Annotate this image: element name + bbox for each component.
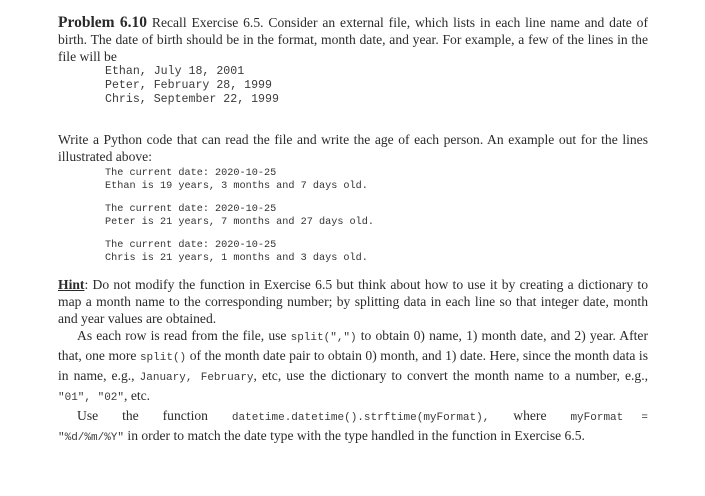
- example-age-line: Chris is 21 years, 1 months and 3 days old.: [105, 252, 368, 264]
- myformat-code: myFormat =: [570, 412, 648, 424]
- hint-paragraph: [58, 276, 648, 327]
- strftime-text-c: in order to match the date type with the type handled in the function in Exercise 6.5.: [124, 428, 585, 443]
- split-code: split(): [139, 352, 187, 364]
- hint-label: Hint: [58, 277, 85, 292]
- month-numbers-code: "01", "02": [58, 392, 125, 404]
- split-text-c: of the month date pair to obtain 0) month, and 1) date. Here, since the month data is in name, e.g.,: [58, 348, 649, 383]
- example-age-line: Ethan is 19 years, 3 months and 7 days old.: [105, 180, 368, 192]
- hint-text: : Do not modify the function in Exercise 6.5 but think about how to use it by creating a dictionary to map a month name to the corresponding number; by splitting data in each line so that integer date, month and year values are obtained.: [58, 277, 648, 326]
- example-age-line: Peter is 21 years, 7 months and 27 days old.: [105, 216, 374, 228]
- file-line: Ethan, July 18, 2001: [105, 65, 245, 78]
- example-block: [105, 204, 648, 229]
- split-comma-code: split(","): [290, 332, 357, 344]
- split-text-b: to obtain 0) name, 1) month date, and 2) year. After that, one more: [58, 328, 648, 363]
- split-instructions-paragraph: [58, 327, 648, 407]
- example-date-line: The current date: 2020-10-25: [105, 168, 277, 179]
- strftime-code: datetime.datetime().strftime(myFormat),: [231, 412, 490, 424]
- problem-intro-paragraph: [58, 14, 648, 65]
- problem-title: Problem 6.10: [58, 14, 148, 31]
- problem-intro-text: Recall Exercise 6.5. Consider an external file, which lists in each line name and date of birth. The date of birth should be in the format, month date, and year. For example, a few of the lines in the file will be: [58, 15, 648, 64]
- date-format-code: "%d/%m/%Y": [58, 432, 125, 444]
- example-date-line: The current date: 2020-10-25: [105, 204, 277, 215]
- example-output: [105, 168, 648, 265]
- strftime-text-b: where: [489, 408, 571, 423]
- example-date-line: The current date: 2020-10-25: [105, 240, 277, 251]
- split-text-a: As each row is read from the file, use: [77, 328, 291, 343]
- document-page: [58, 14, 648, 447]
- split-text-d: , etc, use the dictionary to convert the month name to a number, e.g.,: [253, 368, 648, 383]
- file-line: Peter, February 28, 1999: [105, 79, 272, 92]
- split-text-e: , etc.: [124, 388, 151, 403]
- task-paragraph: Write a Python code that can read the file and write the age of each person. An example out for the lines illustrated above:: [58, 132, 648, 164]
- strftime-text-a: Use the function: [77, 408, 232, 423]
- example-block: [105, 168, 648, 193]
- strftime-paragraph: [58, 407, 648, 447]
- file-lines-example: [105, 65, 648, 107]
- month-names-code: January, February: [139, 372, 254, 384]
- file-line: Chris, September 22, 1999: [105, 93, 279, 106]
- example-block: [105, 240, 648, 265]
